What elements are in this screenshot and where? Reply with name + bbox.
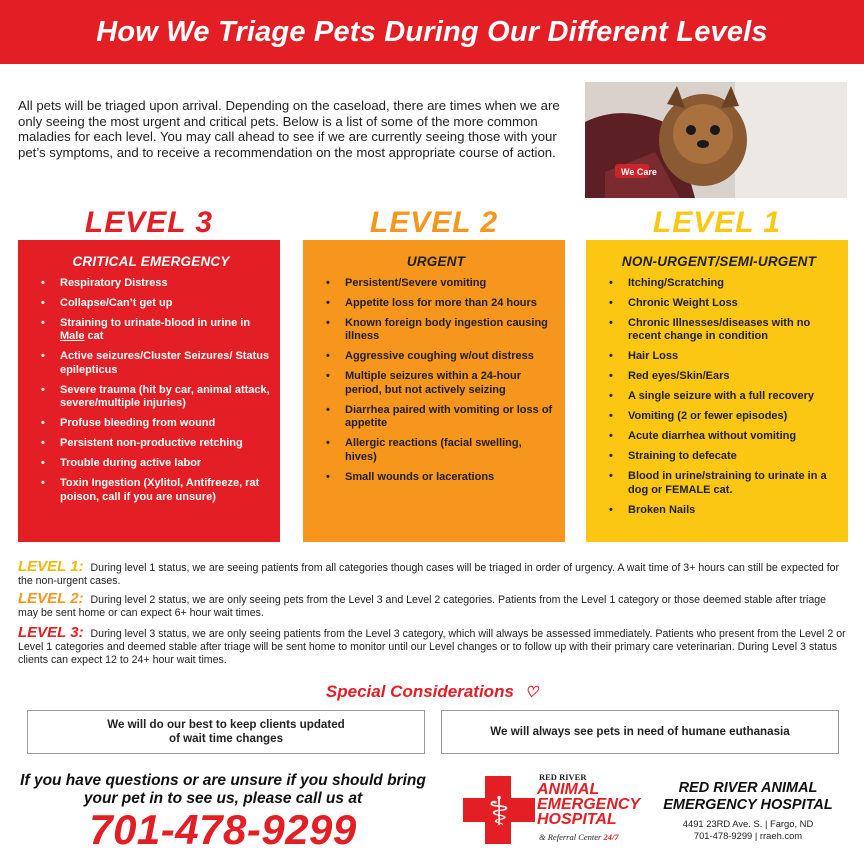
consideration-text: We will do our best to keep clients updated of wait time changes (107, 718, 345, 745)
level-2-heading: URGENT (406, 254, 466, 269)
level-2-status-tag: LEVEL 2: (18, 590, 84, 607)
consideration-box-euthanasia (441, 710, 839, 754)
list-item: • Allergic reactions (facial swelling, hives) (317, 437, 555, 464)
list-item: • Diarrhea paired with vomiting or loss of appetite (317, 404, 555, 431)
level-3-status (18, 626, 848, 667)
level-1-title: LEVEL 1 (652, 206, 782, 239)
list-item: • Itching/Scratching (600, 277, 838, 290)
hospital-logo (463, 772, 641, 850)
logo-line-3: HOSPITAL (537, 811, 617, 828)
level-2-list (317, 277, 555, 484)
special-considerations-title (0, 682, 864, 702)
list-item: • Acute diarrhea without vomiting (600, 430, 838, 443)
level-3-heading: CRITICAL EMERGENCY (72, 254, 230, 269)
hospital-contact[interactable]: 701-478-9299 | rraeh.com (693, 830, 803, 841)
list-item: • Small wounds or lacerations (317, 471, 555, 484)
logo-sub: & Referral Center (539, 832, 602, 842)
level-1-status (18, 560, 848, 588)
list-item: • A single seizure with a full recovery (600, 390, 838, 403)
consideration-text: We will always see pets in need of humane euthanasia (490, 725, 790, 738)
list-item: • Toxin Ingestion (Xylitol, Antifreeze, rat poison, call if you are unsure) (32, 477, 270, 504)
list-item: • Active seizures/Cluster Seizures/ Status epilepticus (32, 350, 270, 377)
list-item: • Aggressive coughing w/out distress (317, 350, 555, 363)
hospital-address: 4491 23RD Ave. S. | Fargo, ND (682, 818, 814, 829)
phone-number[interactable]: 701-478-9299 (89, 806, 357, 853)
list-item: • Severe trauma (hit by car, animal attack, severe/multiple injuries) (32, 384, 270, 411)
logo-top-text: RED RIVER (539, 772, 587, 782)
list-item: • Collapse/Can’t get up (32, 297, 270, 310)
list-item-text: Straining to urinate-blood in urine in Male cat (60, 317, 251, 343)
list-item: • Red eyes/Skin/Ears (600, 370, 838, 383)
dog-photo (585, 82, 847, 198)
list-item: • Trouble during active labor (32, 457, 270, 470)
level-1-status-text: During level 1 status, we are seeing patients from all categories though cases will be triaged in order of urgency. A wait time of 3+ hours can still be expected for the non-urgent cases. (18, 562, 840, 587)
level-3-list (32, 277, 270, 504)
list-item: • Blood in urine/straining to urinate in a dog or FEMALE cat. (600, 470, 838, 497)
emphasis-male: Male (60, 330, 85, 343)
list-item: • Multiple seizures within a 24-hour period, but not actively seizing (317, 370, 555, 397)
list-item: • Persistent non-productive retching (32, 437, 270, 450)
header-banner (0, 0, 864, 64)
hospital-contact-block (648, 780, 848, 842)
list-item: • Known foreign body ingestion causing illness (317, 317, 555, 344)
list-item: • Straining to defecate (600, 450, 838, 463)
list-item: • Vomiting (2 or fewer episodes) (600, 410, 838, 423)
level-2-title: LEVEL 2 (369, 206, 499, 239)
logo-line-1: ANIMAL (537, 781, 600, 798)
dog-illustration (585, 82, 847, 198)
call-to-action: If you have questions or are unsure if you should bring your pet in to see us, please call us at (20, 772, 426, 807)
list-item: • Chronic Illnesses/diseases with no recent change in condition (600, 317, 838, 344)
list-item: • Hair Loss (600, 350, 838, 363)
caduceus-icon: ⚕ (488, 789, 510, 835)
level-3-status-text: During level 3 status, we are only seeing patients from the Level 3 category, which will always be assessed immediately. Patients who present from the Level 2 or Level 1 categories and deemed stable after triage will be sent home to monitor until our Level changes or to follow up with their primary care veterinarian. During Level 3 status clients can expect 12 to 24+ hour wait times. (18, 628, 846, 666)
logo-badge: 24/7 (603, 832, 619, 842)
consideration-box-wait-time (27, 710, 425, 754)
photo-caption: We Care (621, 167, 657, 177)
list-item: • Profuse bleeding from wound (32, 417, 270, 430)
paw-heart-icon: ♡ (524, 684, 539, 701)
level-1-card (586, 240, 848, 542)
list-item (32, 317, 270, 344)
level-3-status-tag: LEVEL 3: (18, 624, 84, 641)
level-2-status (18, 592, 848, 620)
level-2-card (303, 240, 565, 542)
list-item: • Broken Nails (600, 504, 838, 517)
level-2-status-text: During level 2 status, we are only seeing pets from the Level 3 and Level 2 categories. Patients from the Level 1 category or those deemed stable after triage may be sent home or can expect 6+ hour wait times. (18, 594, 827, 619)
level-1-list (600, 277, 838, 517)
list-item: • Chronic Weight Loss (600, 297, 838, 310)
level-1-heading: NON-URGENT/SEMI-URGENT (621, 254, 817, 269)
logo-line-2: EMERGENCY (537, 796, 641, 813)
list-item: • Respiratory Distress (32, 277, 270, 290)
special-considerations-label: Special Considerations (325, 682, 514, 701)
level-3-card (18, 240, 280, 542)
intro-paragraph: All pets will be triaged upon arrival. Depending on the caseload, there are times when we are only seeing the most urgent and critical pets. Below is a list of some of the more common maladies for each level. You may call ahead to see if we are currently seeing those with your pet’s symptoms, and to receive a recommendation on the most appropriate course of action. (18, 98, 560, 160)
level-3-title: LEVEL 3 (84, 206, 214, 239)
hospital-name: RED RIVER ANIMAL EMERGENCY HOSPITAL (663, 780, 833, 813)
page-title: How We Triage Pets During Our Different Levels (96, 15, 768, 48)
level-1-status-tag: LEVEL 1: (18, 558, 84, 575)
list-item: • Persistent/Severe vomiting (317, 277, 555, 290)
logo-subtext (539, 832, 619, 842)
list-item: • Appetite loss for more than 24 hours (317, 297, 555, 310)
red-cross-icon (463, 776, 535, 844)
